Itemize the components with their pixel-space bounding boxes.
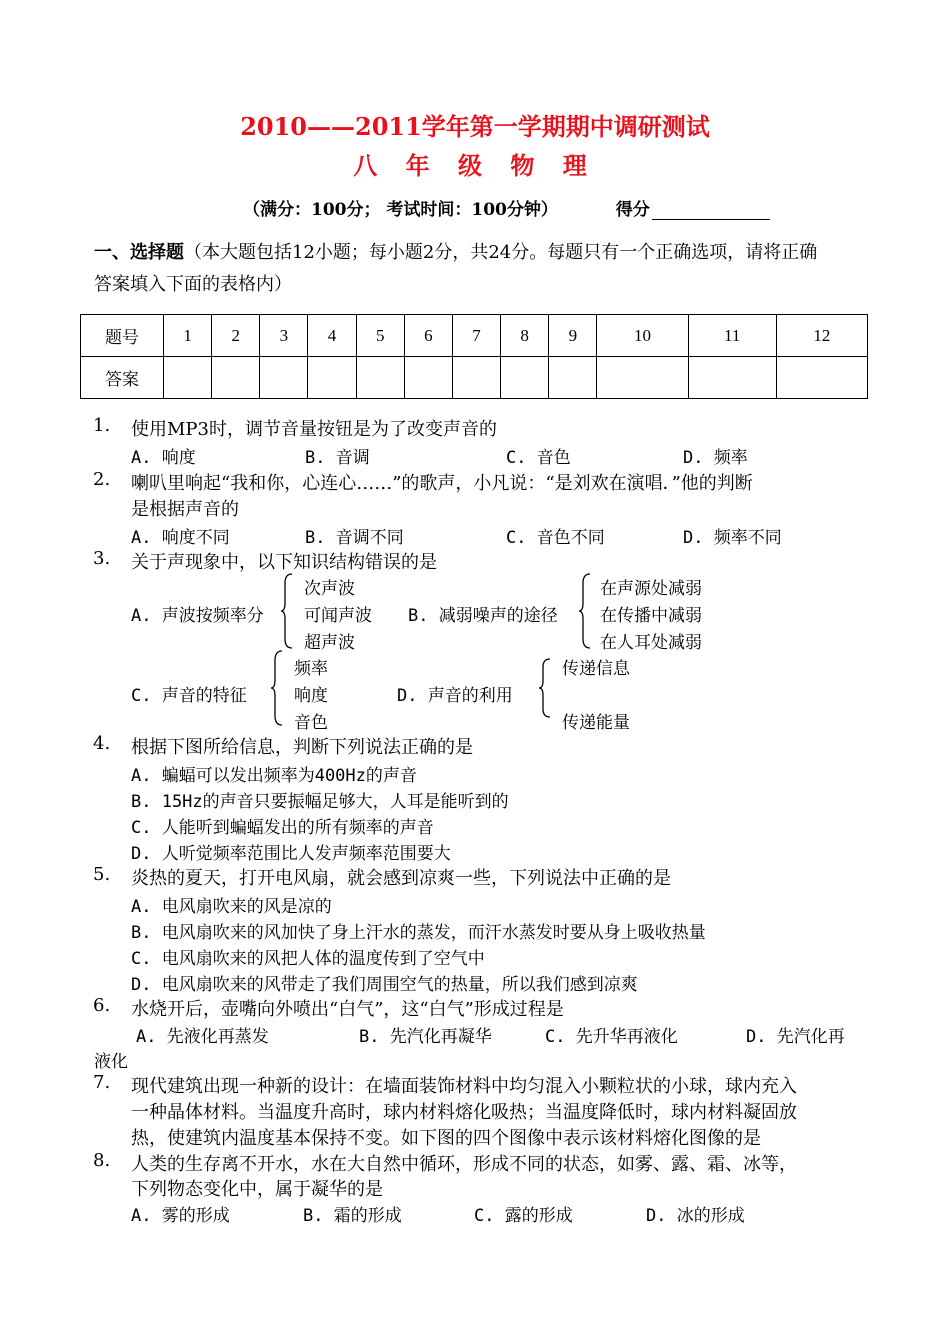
q8-stem-line2: 下列物态变化中，属于凝华的是 — [131, 1179, 383, 1200]
q4-stem: 根据下图所给信息，判断下列说法正确的是 — [131, 737, 473, 758]
q3-d-brace — [538, 658, 552, 718]
q2-option-d: D. 频率不同 — [683, 528, 782, 548]
score-label: 得分 — [615, 200, 650, 220]
exam-title: 2010——2011学年第一学期期中调研测试 — [240, 112, 710, 141]
q6-option-c: C. 先升华再液化 — [545, 1027, 678, 1047]
table-cell: 8 — [501, 315, 549, 357]
q1-stem: 使用MP3时，调节音量按钮是为了改变声音的 — [131, 419, 497, 440]
answer-table — [80, 314, 868, 399]
table-row-answers — [81, 357, 868, 399]
q2-option-a: A. 响度不同 — [131, 528, 230, 548]
q3-option-a-label: A. 声波按频率分 — [131, 606, 264, 626]
q4-option-c: C. 人能听到蝙蝠发出的所有频率的声音 — [131, 818, 434, 838]
table-cell: 6 — [404, 315, 452, 357]
q4-number: 4. — [93, 733, 111, 754]
table-header-number: 题号 — [81, 315, 164, 357]
instructions-line2: 答案填入下面的表格内） — [94, 274, 292, 295]
q3-c-brace — [270, 650, 284, 726]
q5-stem: 炎热的夏天，打开电风扇，就会感到凉爽一些，下列说法中正确的是 — [131, 868, 671, 889]
table-cell: 10 — [597, 315, 688, 357]
q5-option-b: B. 电风扇吹来的风加快了身上汗水的蒸发，而汗水蒸发时要从身上吸收热量 — [131, 923, 706, 943]
q7-stem-line3: 热，使建筑内温度基本保持不变。如下图的四个图像中表示该材料熔化图像的是 — [131, 1128, 761, 1149]
q6-option-b: B. 先汽化再凝华 — [359, 1027, 492, 1047]
q3-b-brace — [578, 573, 592, 649]
section-instructions — [94, 237, 854, 301]
q6-option-d: D. 先汽化再 — [746, 1027, 845, 1047]
q8-option-b: B. 霜的形成 — [303, 1206, 402, 1226]
answer-cell[interactable] — [308, 357, 356, 399]
answer-cell[interactable] — [260, 357, 308, 399]
q7-stem-line1: 现代建筑出现一种新的设计：在墙面装饰材料中均匀混入小颗粒状的小球，球内充入 — [131, 1076, 797, 1097]
q3-d-item: 传递能量 — [562, 713, 630, 733]
q3-b-item: 在声源处减弱 — [600, 579, 702, 599]
table-row-numbers — [81, 315, 868, 357]
q3-option-b-label: B. 减弱噪声的途径 — [408, 606, 558, 626]
q1-option-c: C. 音色 — [506, 448, 571, 468]
q6-number: 6. — [93, 995, 111, 1016]
q5-option-a: A. 电风扇吹来的风是凉的 — [131, 897, 332, 917]
table-cell: 1 — [164, 315, 212, 357]
q3-c-item: 响度 — [294, 686, 328, 706]
instructions-line1: （本大题包括12小题；每小题2分，共24分。每题只有一个正确选项，请将正确 — [184, 242, 818, 263]
q3-number: 3. — [93, 548, 111, 569]
answer-cell[interactable] — [501, 357, 549, 399]
q3-d-item: 传递信息 — [562, 659, 630, 679]
answer-cell[interactable] — [404, 357, 452, 399]
q1-number: 1. — [93, 415, 111, 436]
q8-option-c: C. 露的形成 — [474, 1206, 573, 1226]
answer-cell[interactable] — [597, 357, 688, 399]
q7-number: 7. — [93, 1072, 111, 1093]
table-cell: 2 — [212, 315, 260, 357]
answer-cell[interactable] — [356, 357, 404, 399]
table-cell: 4 — [308, 315, 356, 357]
table-cell: 9 — [549, 315, 597, 357]
exam-info — [243, 195, 770, 220]
q3-c-item: 音色 — [294, 713, 328, 733]
q2-option-c: C. 音色不同 — [506, 528, 605, 548]
q1-option-d: D. 频率 — [683, 448, 748, 468]
q3-b-item: 在人耳处减弱 — [600, 633, 702, 653]
q6-option-a: A. 先液化再蒸发 — [136, 1027, 269, 1047]
q8-option-d: D. 冰的形成 — [646, 1206, 745, 1226]
q8-stem-line1: 人类的生存离不开水，水在大自然中循环，形成不同的状态，如雾、露、霜、冰等， — [131, 1154, 797, 1175]
q3-a-item: 次声波 — [304, 579, 355, 599]
q5-number: 5. — [93, 864, 111, 885]
q7-stem-line2: 一种晶体材料。当温度升高时，球内材料熔化吸热；当温度降低时，球内材料凝固放 — [131, 1102, 797, 1123]
q1-option-b: B. 音调 — [305, 448, 370, 468]
q4-option-a: A. 蝙蝠可以发出频率为400Hz的声音 — [131, 766, 417, 786]
answer-cell[interactable] — [688, 357, 776, 399]
table-cell: 3 — [260, 315, 308, 357]
q5-option-d: D. 电风扇吹来的风带走了我们周围空气的热量，所以我们感到凉爽 — [131, 975, 638, 995]
q4-option-d: D. 人听觉频率范围比人发声频率范围要大 — [131, 844, 451, 864]
q3-option-d-label: D. 声音的利用 — [397, 686, 513, 706]
q2-stem-line1: 喇叭里响起“我和你，心连心……”的歌声，小凡说：“是刘欢在演唱．”他的判断 — [131, 473, 753, 494]
score-blank[interactable] — [652, 203, 770, 220]
q8-number: 8. — [93, 1150, 111, 1171]
answer-cell[interactable] — [549, 357, 597, 399]
section-heading: 一、选择题 — [94, 242, 184, 263]
q2-option-b: B. 音调不同 — [305, 528, 404, 548]
exam-subtitle: 八 年 级 物 理 — [353, 151, 597, 180]
q6-stem: 水烧开后，壶嘴向外喷出“白气”，这“白气”形成过程是 — [131, 999, 564, 1020]
exam-info-text: （满分：100分； 考试时间：100分钟） — [243, 200, 558, 220]
q3-a-item: 可闻声波 — [304, 606, 372, 626]
answer-cell[interactable] — [452, 357, 500, 399]
q6-option-d-continued: 液化 — [94, 1052, 128, 1072]
answer-cell[interactable] — [212, 357, 260, 399]
answer-cell[interactable] — [164, 357, 212, 399]
table-cell: 11 — [688, 315, 776, 357]
q2-number: 2. — [93, 469, 111, 490]
q3-b-item: 在传播中减弱 — [600, 606, 702, 626]
q1-option-a: A. 响度 — [131, 448, 196, 468]
q3-a-brace — [280, 573, 294, 649]
q4-option-b: B. 15Hz的声音只要振幅足够大，人耳是能听到的 — [131, 792, 509, 812]
q8-option-a: A. 雾的形成 — [131, 1206, 230, 1226]
table-cell: 7 — [452, 315, 500, 357]
answer-cell[interactable] — [776, 357, 867, 399]
table-cell: 12 — [776, 315, 867, 357]
q5-option-c: C. 电风扇吹来的风把人体的温度传到了空气中 — [131, 949, 485, 969]
table-header-answer: 答案 — [81, 357, 164, 399]
q3-a-item: 超声波 — [304, 633, 355, 653]
q3-c-item: 频率 — [294, 659, 328, 679]
q3-option-c-label: C. 声音的特征 — [131, 686, 247, 706]
q2-stem-line2: 是根据声音的 — [131, 499, 239, 520]
q3-stem: 关于声现象中，以下知识结构错误的是 — [131, 552, 437, 573]
table-cell: 5 — [356, 315, 404, 357]
